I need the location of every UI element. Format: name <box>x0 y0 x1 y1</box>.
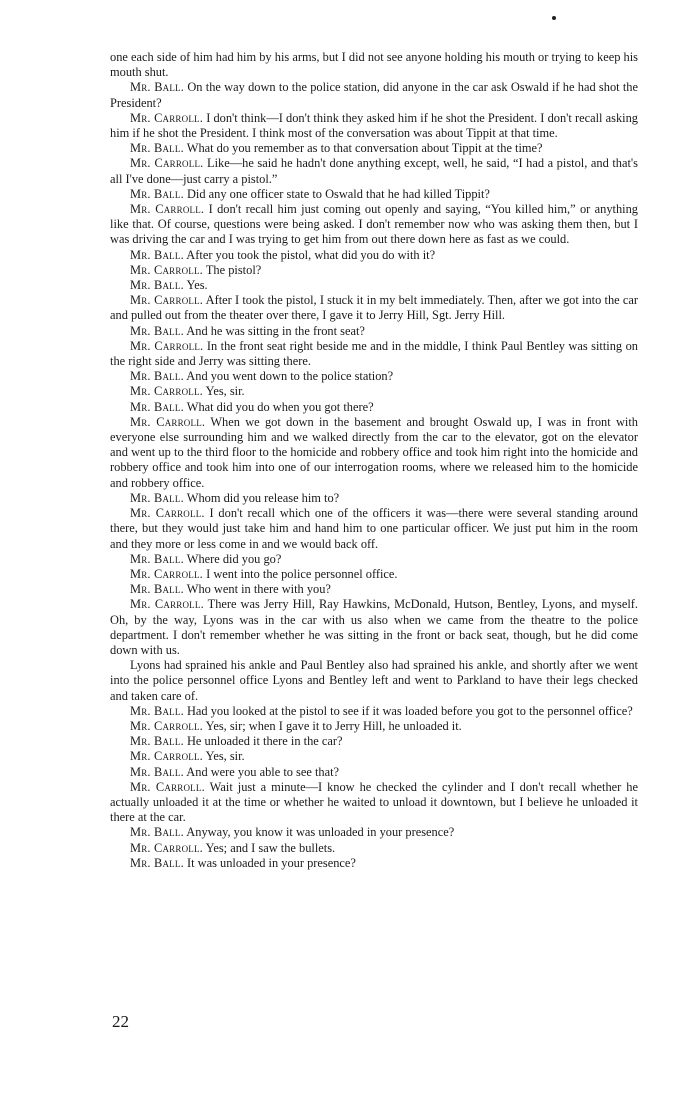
speaker-label: Mr. Ball. <box>130 855 184 870</box>
testimony-paragraph <box>110 719 638 734</box>
speaker-label: Mr. Ball. <box>130 825 184 840</box>
paragraph-text: What did you do when you got there? <box>186 399 374 414</box>
speaker-label: Mr. Ball. <box>130 582 184 597</box>
paragraph-text: I went into the police personnel office. <box>206 566 398 581</box>
testimony-paragraph <box>110 780 638 826</box>
testimony-paragraph <box>110 50 638 80</box>
paragraph-text: Yes, sir. <box>205 384 245 399</box>
testimony-paragraph <box>110 658 638 704</box>
paragraph-text: And you went down to the police station? <box>186 369 394 384</box>
paragraph-text: There was Jerry Hill, Ray Hawkins, McDonald, Hutson, Bentley, Lyons, and myself. Oh, by the way, Lyons was in the car with us also when we came from the theatre to the police department. I don't remember whether he was sitting in the front or back seat, though, but he did come down with us. <box>110 597 639 657</box>
speaker-label: Mr. Carroll. <box>130 293 204 308</box>
paragraph-text: After you took the pistol, what did you do with it? <box>186 247 436 262</box>
paragraph-text: After I took the pistol, I stuck it in my belt immediately. Then, after we got into the car and pulled out from the theater over there, I gave it to Jerry Hill, Sgt. Jerry Hill. <box>110 293 638 323</box>
speaker-label: Mr. Carroll. <box>130 597 204 612</box>
speaker-label: Mr. Carroll. <box>130 718 203 733</box>
testimony-paragraph <box>110 856 638 871</box>
speaker-label: Mr. Carroll. <box>130 506 205 521</box>
paragraph-text: It was unloaded in your presence? <box>186 855 356 870</box>
paragraph-text: Did any one officer state to Oswald that he had killed Tippit? <box>186 186 490 201</box>
paragraph-text: Yes. <box>186 278 208 293</box>
paragraph-text: Yes, sir. <box>205 749 245 764</box>
speaker-label: Mr. Ball. <box>130 141 184 156</box>
speaker-label: Mr. Ball. <box>130 247 184 262</box>
speaker-label: Mr. Ball. <box>130 551 184 566</box>
paragraph-text: Whom did you release him to? <box>186 490 340 505</box>
speaker-label: Mr. Ball. <box>130 186 184 201</box>
paragraph-text: Had you looked at the pistol to see if it was loaded before you got to the personnel office? <box>186 703 633 718</box>
testimony-paragraph <box>110 597 638 658</box>
testimony-paragraph <box>110 704 638 719</box>
paragraph-text: Wait just a minute—I know he checked the cylinder and I don't recall whether he actually unloaded it at the time or whether he waited to unload it downtown, but I believe he unloaded it there at the car. <box>110 779 638 825</box>
speaker-label: Mr. Carroll. <box>130 384 203 399</box>
testimony-paragraph <box>110 202 638 248</box>
ink-speck <box>552 16 556 20</box>
paragraph-text: What do you remember as to that conversation about Tippit at the time? <box>186 141 543 156</box>
speaker-label: Mr. Carroll. <box>130 414 206 429</box>
paragraph-text: The pistol? <box>205 262 262 277</box>
testimony-paragraph <box>110 567 638 582</box>
testimony-paragraph <box>110 141 638 156</box>
testimony-paragraph <box>110 293 638 323</box>
testimony-paragraph <box>110 582 638 597</box>
testimony-paragraph <box>110 506 638 552</box>
paragraph-text: In the front seat right beside me and in the middle, I think Paul Bentley was sitting on the right side and Jerry was sitting there. <box>110 338 638 369</box>
speaker-label: Mr. Carroll. <box>130 262 203 277</box>
testimony-paragraph <box>110 765 638 780</box>
paragraph-text: And were you able to see that? <box>186 764 340 779</box>
speaker-label: Mr. Ball. <box>130 490 184 505</box>
testimony-text <box>110 50 638 871</box>
speaker-label: Mr. Carroll. <box>130 202 205 217</box>
paragraph-text: I don't think—I don't think they asked him if he shot the President. I don't recall asking him if he shot the President. I think most of the conversation was about Tippit at that time. <box>110 110 638 141</box>
speaker-label: Mr. Carroll. <box>130 779 205 794</box>
testimony-paragraph <box>110 384 638 399</box>
paragraph-text: Who went in there with you? <box>186 582 331 597</box>
testimony-paragraph <box>110 263 638 278</box>
paragraph-text: Where did you go? <box>186 551 282 566</box>
speaker-label: Mr. Ball. <box>130 764 184 779</box>
speaker-label: Mr. Carroll. <box>130 749 203 764</box>
testimony-paragraph <box>110 278 638 293</box>
paragraph-text: one each side of him had him by his arms, but I did not see anyone holding his mouth or trying to keep his mouth shut. <box>110 50 638 80</box>
testimony-paragraph <box>110 324 638 339</box>
paragraph-text: Yes; and I saw the bullets. <box>205 840 336 855</box>
speaker-label: Mr. Ball. <box>130 278 184 293</box>
paragraph-text: Like—he said he hadn't done anything except, well, he said, “I had a pistol, and that's all I've done—just carry a pistol.” <box>110 156 638 186</box>
paragraph-text: I don't recall which one of the officers it was—there were several standing around there, but they would just take him and hand him to one particular officer. We just put him in the room and they more or less come in and we would back off. <box>110 506 638 551</box>
testimony-paragraph <box>110 749 638 764</box>
testimony-paragraph <box>110 400 638 415</box>
testimony-paragraph <box>110 552 638 567</box>
speaker-label: Mr. Carroll. <box>130 110 204 125</box>
paragraph-text: Yes, sir; when I gave it to Jerry Hill, he unloaded it. <box>205 718 462 733</box>
speaker-label: Mr. Ball. <box>130 80 185 95</box>
testimony-paragraph <box>110 111 638 141</box>
paragraph-text: He unloaded it there in the car? <box>186 734 343 749</box>
paragraph-text: Anyway, you know it was unloaded in your presence? <box>186 825 455 840</box>
page-number: 22 <box>112 1012 129 1031</box>
testimony-paragraph <box>110 415 638 491</box>
paragraph-text: I don't recall him just coming out openly and saying, “You killed him,” or anything like that. Of course, questions were being asked. I don't remember now who was asking them then, but I was driving the car and I was trying to get him from out there down here as fast as we could. <box>110 202 638 247</box>
testimony-paragraph <box>110 187 638 202</box>
speaker-label: Mr. Carroll. <box>130 566 203 581</box>
speaker-label: Mr. Ball. <box>130 399 184 414</box>
testimony-paragraph <box>110 491 638 506</box>
speaker-label: Mr. Carroll. <box>130 338 204 353</box>
speaker-label: Mr. Carroll. <box>130 156 204 171</box>
testimony-paragraph <box>110 825 638 840</box>
speaker-label: Mr. Ball. <box>130 734 184 749</box>
testimony-paragraph <box>110 339 638 369</box>
speaker-label: Mr. Ball. <box>130 703 184 718</box>
paragraph-text: On the way down to the police station, did anyone in the car ask Oswald if he had shot the President? <box>110 80 638 110</box>
testimony-paragraph <box>110 841 638 856</box>
speaker-label: Mr. Carroll. <box>130 840 203 855</box>
speaker-label: Mr. Ball. <box>130 323 184 338</box>
testimony-paragraph <box>110 156 638 186</box>
testimony-paragraph <box>110 80 638 110</box>
testimony-paragraph <box>110 369 638 384</box>
testimony-paragraph <box>110 248 638 263</box>
paragraph-text: Lyons had sprained his ankle and Paul Bentley also had sprained his ankle, and shortly after we went into the police personnel office Lyons and Bentley left and went to Parkland to have their legs checked and taken care of. <box>110 658 638 703</box>
testimony-paragraph <box>110 734 638 749</box>
paragraph-text: And he was sitting in the front seat? <box>186 323 365 338</box>
paragraph-text: When we got down in the basement and brought Oswald up, I was in front with everyone else surrounding him and we walked directly from the car to the elevator, got on the elevator and went up to the third floor to the homicide and robbery office and took him right into the homicide and robbery office and took him into one of our interrogation rooms, where we released him to the homicide and robbery office. <box>110 414 639 490</box>
speaker-label: Mr. Ball. <box>130 369 184 384</box>
